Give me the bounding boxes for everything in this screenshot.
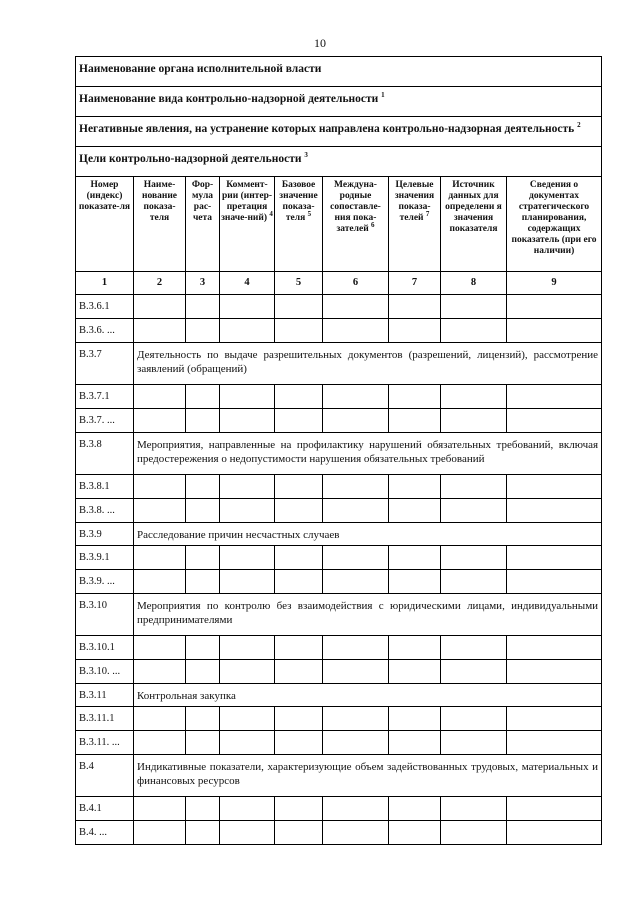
column-number: 7 <box>389 272 441 295</box>
empty-cell <box>323 660 389 684</box>
column-header: Базовое значение показа-теля $^5$ <box>275 177 323 272</box>
empty-cell <box>220 731 275 755</box>
empty-cell <box>275 319 323 343</box>
row-code: В.3.11.1 <box>76 707 134 731</box>
column-header: Наиме-нование показа-теля <box>134 177 186 272</box>
empty-cell <box>389 821 441 845</box>
section-description: Контрольная закупка <box>134 684 602 707</box>
empty-cell <box>323 499 389 523</box>
table-row <box>76 409 602 433</box>
empty-cell <box>441 409 507 433</box>
column-number: 8 <box>441 272 507 295</box>
empty-cell <box>220 295 275 319</box>
empty-cell <box>275 660 323 684</box>
empty-cell <box>220 319 275 343</box>
empty-cell <box>186 797 220 821</box>
section-row <box>76 684 602 707</box>
empty-cell <box>507 409 602 433</box>
empty-cell <box>441 475 507 499</box>
row-code: В.3.9. ... <box>76 570 134 594</box>
column-header: Фор-мула рас-чета <box>186 177 220 272</box>
column-header: Номер (индекс) показате-ля <box>76 177 134 272</box>
section-description: Мероприятия, направленные на профилактику нарушений обязательных требований, включая предостережения о недопустимости нарушения обязательных требований <box>134 433 602 475</box>
section-row <box>76 343 602 385</box>
table-row <box>76 731 602 755</box>
empty-cell <box>389 707 441 731</box>
empty-cell <box>507 636 602 660</box>
section-description: Расследование причин несчастных случаев <box>134 523 602 546</box>
empty-cell <box>134 660 186 684</box>
row-code: В.4.1 <box>76 797 134 821</box>
empty-cell <box>275 475 323 499</box>
empty-cell <box>220 660 275 684</box>
row-code: В.3.6. ... <box>76 319 134 343</box>
column-number: 1 <box>76 272 134 295</box>
empty-cell <box>186 731 220 755</box>
empty-cell <box>389 499 441 523</box>
empty-cell <box>275 707 323 731</box>
row-code: В.3.8.1 <box>76 475 134 499</box>
page-number: 10 <box>314 36 326 50</box>
goals-header: Цели контрольно-надзорной деятельности $^3$ <box>76 147 602 177</box>
empty-cell <box>275 499 323 523</box>
row-code: В.3.8 <box>76 433 134 475</box>
empty-cell <box>323 821 389 845</box>
empty-cell <box>441 660 507 684</box>
column-number: 3 <box>186 272 220 295</box>
empty-cell <box>507 821 602 845</box>
table-row <box>76 821 602 845</box>
empty-cell <box>441 731 507 755</box>
empty-cell <box>389 546 441 570</box>
empty-cell <box>134 797 186 821</box>
empty-cell <box>134 731 186 755</box>
empty-cell <box>186 409 220 433</box>
table-row <box>76 636 602 660</box>
empty-cell <box>389 295 441 319</box>
row-code: В.4 <box>76 755 134 797</box>
table-row <box>76 546 602 570</box>
organ-header: Наименование органа исполнительной власти <box>76 57 602 87</box>
table-row <box>76 660 602 684</box>
empty-cell <box>507 660 602 684</box>
empty-cell <box>323 319 389 343</box>
empty-cell <box>186 707 220 731</box>
empty-cell <box>507 385 602 409</box>
row-code: В.3.9.1 <box>76 546 134 570</box>
table-row <box>76 319 602 343</box>
row-code: В.3.7. ... <box>76 409 134 433</box>
empty-cell <box>186 475 220 499</box>
row-code: В.3.10. ... <box>76 660 134 684</box>
section-description: Деятельность по выдаче разрешительных документов (разрешений, лицензий), рассмотрение заявлений (обращений) <box>134 343 602 385</box>
empty-cell <box>441 499 507 523</box>
empty-cell <box>389 385 441 409</box>
row-code: В.3.10.1 <box>76 636 134 660</box>
empty-cell <box>507 319 602 343</box>
row-code: В.3.7.1 <box>76 385 134 409</box>
row-code: В.3.11. ... <box>76 731 134 755</box>
empty-cell <box>134 319 186 343</box>
empty-cell <box>507 475 602 499</box>
empty-cell <box>441 797 507 821</box>
empty-cell <box>186 546 220 570</box>
empty-cell <box>389 409 441 433</box>
empty-cell <box>507 707 602 731</box>
empty-cell <box>389 570 441 594</box>
empty-cell <box>134 821 186 845</box>
row-code: В.4. ... <box>76 821 134 845</box>
empty-cell <box>441 636 507 660</box>
empty-cell <box>323 385 389 409</box>
section-row <box>76 755 602 797</box>
indicators-table <box>75 56 602 845</box>
empty-cell <box>389 475 441 499</box>
column-number: 9 <box>507 272 602 295</box>
empty-cell <box>389 731 441 755</box>
empty-cell <box>275 409 323 433</box>
row-code: В.3.8. ... <box>76 499 134 523</box>
empty-cell <box>441 385 507 409</box>
empty-cell <box>275 546 323 570</box>
column-header: Целевые значения показа-телей $^7$ <box>389 177 441 272</box>
empty-cell <box>389 319 441 343</box>
empty-cell <box>220 546 275 570</box>
section-description: Индикативные показатели, характеризующие объем задействованных трудовых, материальных и финансовых ресурсов <box>134 755 602 797</box>
empty-cell <box>186 821 220 845</box>
empty-cell <box>275 636 323 660</box>
row-code: В.3.6.1 <box>76 295 134 319</box>
empty-cell <box>134 475 186 499</box>
table-row <box>76 499 602 523</box>
empty-cell <box>186 660 220 684</box>
empty-cell <box>186 385 220 409</box>
empty-cell <box>507 499 602 523</box>
column-header: Междуна-родные сопоставле-ния пока-зателей $^6$ <box>323 177 389 272</box>
empty-cell <box>220 499 275 523</box>
empty-cell <box>323 636 389 660</box>
empty-cell <box>389 660 441 684</box>
empty-cell <box>323 295 389 319</box>
column-number: 5 <box>275 272 323 295</box>
section-description: Мероприятия по контролю без взаимодействия с юридическими лицами, индивидуальными предпринимателями <box>134 594 602 636</box>
empty-cell <box>186 636 220 660</box>
empty-cell <box>134 570 186 594</box>
empty-cell <box>323 797 389 821</box>
empty-cell <box>220 475 275 499</box>
empty-cell <box>134 707 186 731</box>
empty-cell <box>220 385 275 409</box>
empty-cell <box>323 475 389 499</box>
column-header: Источник данных для определени я значения показателя <box>441 177 507 272</box>
table-row <box>76 295 602 319</box>
empty-cell <box>134 385 186 409</box>
empty-cell <box>134 409 186 433</box>
empty-cell <box>323 731 389 755</box>
empty-cell <box>220 707 275 731</box>
column-number: 4 <box>220 272 275 295</box>
empty-cell <box>134 546 186 570</box>
empty-cell <box>186 319 220 343</box>
empty-cell <box>441 319 507 343</box>
row-code: В.3.9 <box>76 523 134 546</box>
table-row <box>76 707 602 731</box>
empty-cell <box>134 499 186 523</box>
empty-cell <box>441 707 507 731</box>
section-row <box>76 594 602 636</box>
empty-cell <box>275 295 323 319</box>
kind-header: Наименование вида контрольно-надзорной деятельности $^1$ <box>76 87 602 117</box>
section-row <box>76 433 602 475</box>
empty-cell <box>275 385 323 409</box>
table-row <box>76 797 602 821</box>
column-header: Коммент-рии (интер-претация значе-ний) $^4$ <box>220 177 275 272</box>
empty-cell <box>441 821 507 845</box>
empty-cell <box>323 546 389 570</box>
row-code: В.3.11 <box>76 684 134 707</box>
empty-cell <box>441 546 507 570</box>
section-row <box>76 523 602 546</box>
empty-cell <box>507 731 602 755</box>
empty-cell <box>323 707 389 731</box>
row-code: В.3.10 <box>76 594 134 636</box>
empty-cell <box>441 295 507 319</box>
column-header: Сведения о документах стратегического планирования, содержащих показатель (при его наличии) <box>507 177 602 272</box>
column-number: 6 <box>323 272 389 295</box>
empty-cell <box>507 546 602 570</box>
empty-cell <box>220 797 275 821</box>
empty-cell <box>507 570 602 594</box>
empty-cell <box>389 797 441 821</box>
empty-cell <box>134 295 186 319</box>
empty-cell <box>507 295 602 319</box>
table-row <box>76 475 602 499</box>
empty-cell <box>389 636 441 660</box>
empty-cell <box>186 570 220 594</box>
empty-cell <box>275 821 323 845</box>
empty-cell <box>186 295 220 319</box>
empty-cell <box>275 797 323 821</box>
empty-cell <box>134 636 186 660</box>
table-row <box>76 385 602 409</box>
table-row <box>76 570 602 594</box>
empty-cell <box>275 731 323 755</box>
empty-cell <box>323 570 389 594</box>
negative-header: Негативные явления, на устранение которых направлена контрольно-надзорная деятельность $^2$ <box>76 117 602 147</box>
column-number: 2 <box>134 272 186 295</box>
row-code: В.3.7 <box>76 343 134 385</box>
empty-cell <box>507 797 602 821</box>
empty-cell <box>441 570 507 594</box>
empty-cell <box>186 499 220 523</box>
empty-cell <box>323 409 389 433</box>
empty-cell <box>275 570 323 594</box>
empty-cell <box>220 636 275 660</box>
empty-cell <box>220 821 275 845</box>
empty-cell <box>220 570 275 594</box>
empty-cell <box>220 409 275 433</box>
